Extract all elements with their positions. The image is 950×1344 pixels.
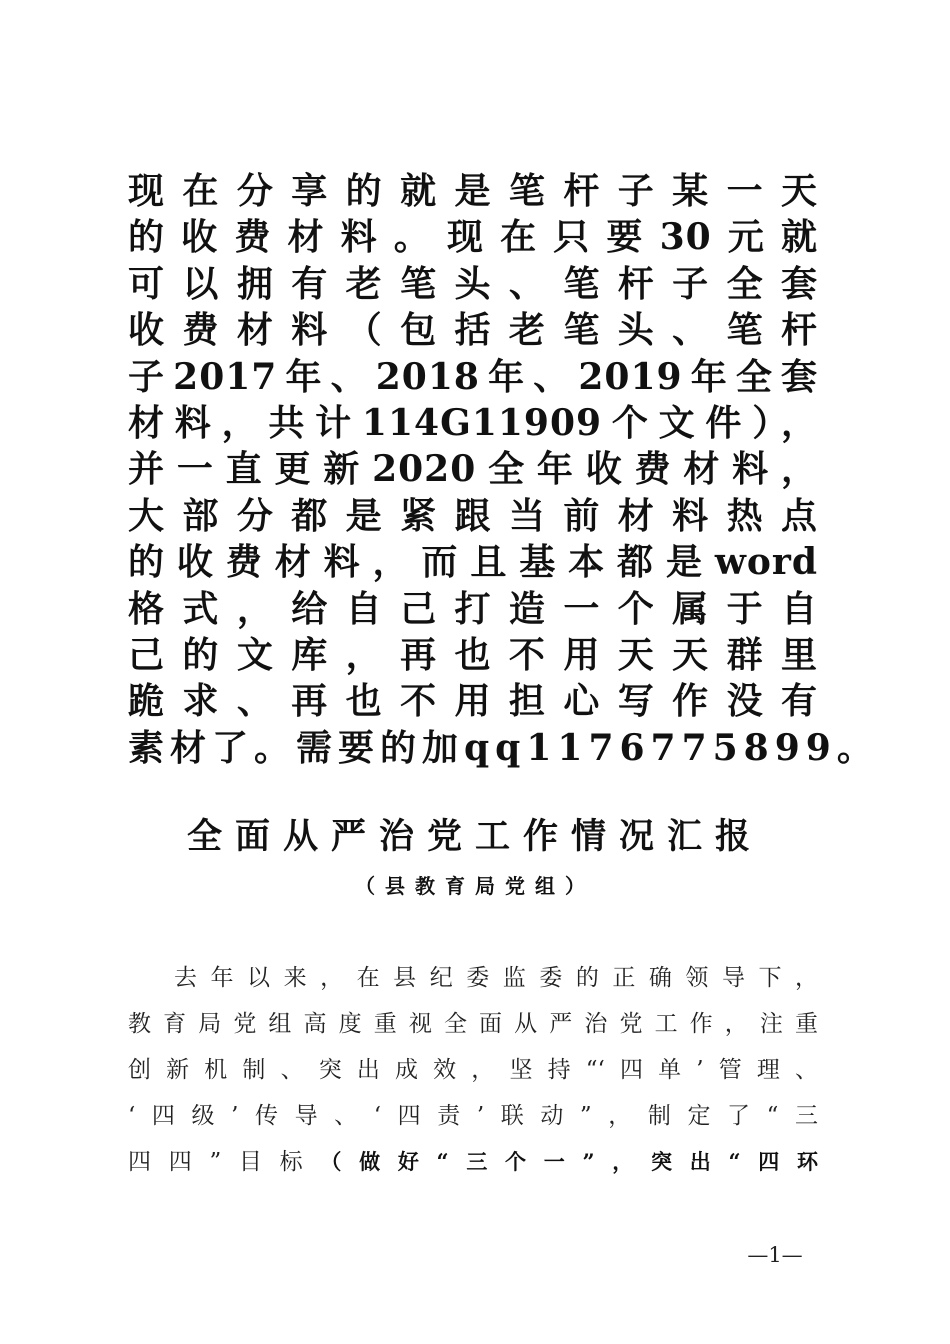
body-line: 去年以来，在县纪委监委的正确领导下， xyxy=(174,965,818,991)
ad-line: 己的文库，再也不用天天群里 xyxy=(128,633,818,676)
ad-line: 的收费材料。现在只要30元就 xyxy=(128,216,818,259)
body-line-regular-text: 四四”目标 xyxy=(128,1149,321,1175)
ad-paragraph xyxy=(128,168,879,771)
ad-line: 大部分都是紧跟当前材料热点 xyxy=(128,494,818,537)
document-subtitle: （县教育局党组） xyxy=(355,874,595,898)
ad-line: 格式，给自己打造一个属于自 xyxy=(128,587,818,630)
ad-line: 现在分享的就是笔杆子某一天 xyxy=(128,170,818,212)
document-title: 全面从严治党工作情况汇报 xyxy=(186,816,763,857)
page-number: —1— xyxy=(747,1243,803,1267)
body-line: 创新机制、突出成效，坚持“‘四单’管理、 xyxy=(128,1057,818,1083)
body-line-bold-text: （做好“三个一”，突出“四环 xyxy=(320,1149,818,1174)
ad-line: 收费材料（包括老笔头、笔杆 xyxy=(128,309,818,352)
ad-line: 的收费材料，而且基本都是word xyxy=(128,541,818,584)
ad-line: 并一直更新2020全年收费材料， xyxy=(128,448,818,491)
ad-line: 跪求、再也不用担心写作没有 xyxy=(128,680,818,723)
body-line: ‘四级’传导、‘四责’联动”，制定了“三 xyxy=(128,1103,818,1129)
body-line: 教育局党组高度重视全面从严治党工作，注重 xyxy=(128,1011,818,1037)
body-line-last xyxy=(128,1139,818,1185)
ad-line: 素材了。需要的加qq1176775899。 xyxy=(128,726,879,769)
ad-line: 材料，共计114G11909个文件）， xyxy=(128,401,818,444)
ad-line: 子2017年、2018年、2019年全套 xyxy=(128,355,818,398)
ad-line: 可以拥有老笔头、笔杆子全套 xyxy=(128,262,818,305)
body-paragraph xyxy=(128,955,818,1185)
